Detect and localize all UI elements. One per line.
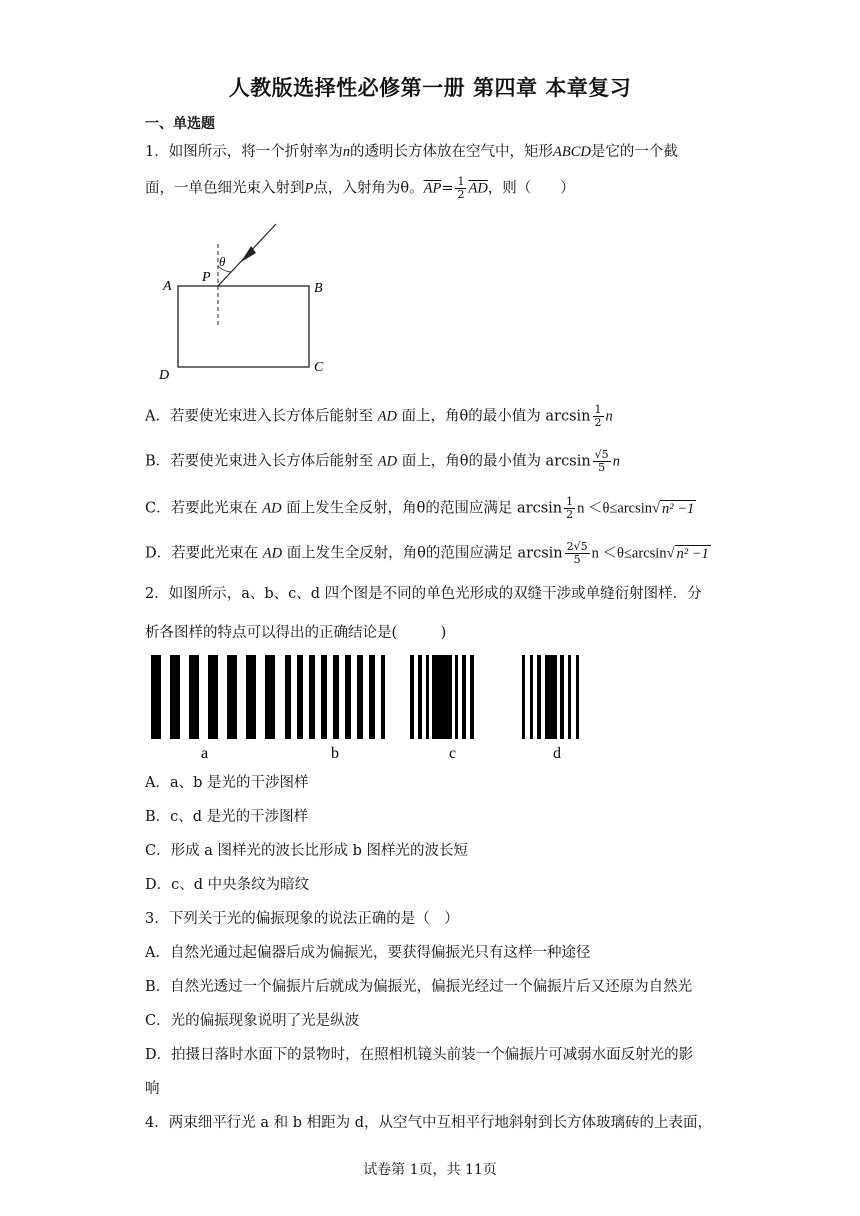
label-d: D: [159, 368, 170, 383]
q1-option-d: D．若要此光束在 AD 面上发生全反射，角θ的范围应满足 arcsin $\frac{2√5}{5}$ n ＜θ≤arcsin√ n² −1: [145, 540, 709, 566]
q1-stem-line1: [145, 140, 678, 161]
q1-fraction: [455, 176, 466, 201]
option-fraction: [565, 541, 590, 566]
q1-stem-line2: [145, 176, 575, 201]
q1-frac-num: 1: [457, 175, 465, 188]
option-fraction: [593, 449, 611, 474]
label-pattern-c: c: [449, 745, 457, 762]
option-text: 面上发生全反射，角θ的范围应满足 arcsin: [286, 545, 563, 562]
q1-text: 面，一单色细光束入射到: [145, 180, 305, 197]
option-tail: n ＜θ≤arcsin: [577, 500, 653, 517]
option-sqrt: n² −1: [662, 500, 695, 517]
q1-ad: $\overline{AD}$: [468, 180, 488, 197]
option-text: 面上，角θ的最小值为 arcsin: [401, 453, 591, 470]
pattern-c: [410, 655, 474, 739]
option-text: A．若要使光束进入长方体后能射至: [145, 408, 373, 425]
frac-den: 2: [594, 416, 602, 429]
label-pattern-b: b: [331, 745, 339, 762]
q1-text: 点，入射角为θ。: [313, 180, 424, 197]
option-ad: AD: [262, 545, 283, 562]
pattern-d: [522, 655, 579, 739]
label-c: C: [314, 360, 324, 375]
q1-n: n: [342, 144, 350, 160]
q2-option-c: C．形成 a 图样光的波长比形成 b 图样光的波长短: [145, 843, 468, 859]
q2-stem-line2: 析各图样的特点可以得出的正确结论是( ): [145, 625, 447, 641]
option-text: B．若要使光束进入长方体后能射至: [145, 453, 374, 470]
option-fraction: [564, 496, 575, 521]
page-title: 人教版选择性必修第一册 第四章 本章复习: [228, 76, 632, 100]
option-text: C．若要此光束在: [145, 500, 258, 517]
q1-option-c: C．若要此光束在 AD 面上发生全反射，角θ的范围应满足 arcsin $\frac{1}{2}$ n ＜θ≤arcsin√ n² −1: [145, 495, 695, 521]
option-ad: AD: [377, 453, 398, 470]
pattern-b: [285, 655, 385, 739]
frac-den: 5: [598, 461, 606, 474]
q2-option-d: D．c、d 中央条纹为暗纹: [145, 877, 310, 893]
q1-ap: $\overline{AP}$: [423, 180, 442, 197]
q3-option-c: C．光的偏振现象说明了光是纵波: [145, 1013, 360, 1029]
frac-den: 5: [573, 553, 581, 566]
label-a: A: [163, 279, 172, 294]
option-tail: n ＜θ≤arcsin: [591, 545, 667, 562]
frac-num: √5: [594, 448, 609, 461]
section-heading: 一、单选题: [145, 116, 215, 132]
q1-option-a: [145, 404, 613, 429]
option-fraction: [593, 404, 604, 429]
q1-eq: =: [441, 180, 454, 197]
q1-abcd: ABCD: [552, 144, 591, 160]
theta-label: θ: [219, 254, 226, 269]
option-n: n: [612, 453, 620, 470]
q3-option-b: B．自然光透过一个偏振片后就成为偏振光，偏振光经过一个偏振片后又还原为自然光: [145, 979, 693, 995]
frac-num: 1: [594, 403, 602, 416]
q3-option-d: D．拍摄日落时水面下的景物时，在照相机镜头前装一个偏振片可减弱水面反射光的影: [145, 1047, 694, 1063]
q1-frac-den: 2: [457, 188, 465, 201]
label-pattern-d: d: [553, 745, 561, 762]
q3-option-a: A．自然光通过起偏器后成为偏振光，要获得偏振光只有这样一种途径: [145, 945, 591, 961]
frac-num: 2√5: [566, 540, 588, 553]
option-ad: AD: [377, 408, 397, 425]
label-p: P: [202, 270, 211, 285]
option-ad: AD: [262, 500, 282, 517]
q3-stem: 3．下列关于光的偏振现象的说法正确的是（ ）: [145, 911, 459, 927]
q3-option-d-cont: 响: [145, 1081, 160, 1097]
q1-text: 是它的一个截: [590, 144, 678, 160]
option-text: D．若要此光束在: [145, 545, 259, 562]
pattern-a: [151, 655, 275, 739]
q2-option-a: A．a、b 是光的干涉图样: [145, 775, 309, 791]
option-text: 面上发生全反射，角θ的范围应满足 arcsin: [286, 500, 563, 517]
frac-den: 2: [566, 508, 574, 521]
label-pattern-a: a: [201, 745, 209, 762]
frac-num: 1: [566, 495, 574, 508]
q1-text: 1．如图所示，将一个折射率为: [145, 144, 343, 160]
option-text: 面上，角θ的最小值为 arcsin: [401, 408, 591, 425]
q2-option-b: B．c、d 是光的干涉图样: [145, 809, 309, 825]
q2-fringe-patterns: [148, 652, 588, 764]
rectangle-abcd: [178, 286, 309, 367]
q1-option-b: [145, 449, 620, 474]
q1-text: 的透明长方体放在空气中，矩形: [349, 144, 553, 160]
q1-p: P: [304, 180, 314, 197]
q1-figure: [155, 218, 345, 386]
q2-stem-line1: 2．如图所示，a、b、c、d 四个图是不同的单色光形成的双缝干涉或单缝衍射图样．分: [145, 586, 702, 602]
page-footer: 试卷第 1页，共 11页: [363, 1162, 497, 1178]
q4-stem: 4．两束细平行光 a 和 b 相距为 d，从空气中互相平行地斜射到长方体玻璃砖的上表面，: [145, 1115, 712, 1131]
q1-text: ，则（ ）: [487, 180, 575, 197]
option-sqrt: n² −1: [676, 545, 709, 562]
label-b: B: [314, 281, 323, 296]
option-n: n: [605, 408, 613, 425]
